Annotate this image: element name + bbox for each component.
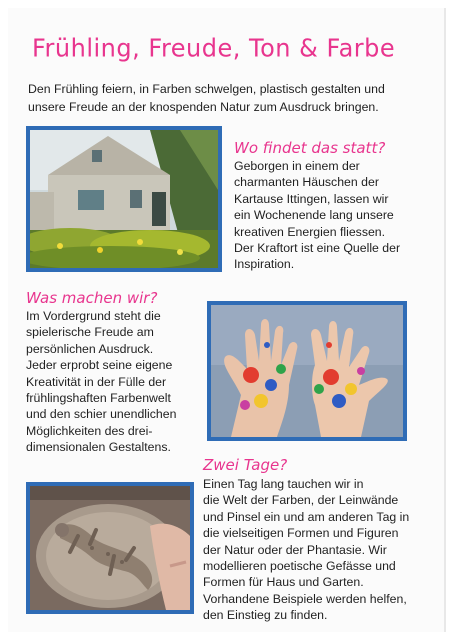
section-text-two-days: Einen Tag lang tauchen wir in die Welt der Farben, der Leinwände und Pinsel ein und am anderen Tag in die vielseitigen Formen und Figuren der Natur oder der Phantasie. Wir modellieren poetische Gefässe und Formen für Haus und Garten. Vorhandene Beispiele werden helfen, den Einstieg zu finden. (203, 477, 410, 623)
section-heading-where: Wo findet das statt? (234, 139, 386, 157)
clay-lizard-photo (26, 482, 194, 614)
painted-hands-photo (207, 301, 407, 441)
section-heading-two-days: Zwei Tage? (203, 456, 288, 474)
section-text-what: Im Vordergrund steht die spielerische Freude am persönlichen Ausdruck. Jeder erprobt seine eigene Kreativität in der Fülle der frühlingshaften Farbenwelt und den schier unendlichen Möglichkeiten des drei- dimensionalen Gestaltens. (26, 309, 177, 455)
section-text-where: Geborgen in einem der charmanten Häuschen der Kartause Ittingen, lassen wir ein Wochenende lang unsere kreativen Energien fliessen. Der Kraftort ist eine Quelle der Inspiration. (234, 159, 401, 272)
section-heading-what: Was machen wir? (26, 289, 158, 307)
intro-paragraph: Den Frühling feiern, in Farben schwelgen, plastisch gestalten und unsere Freude an der knospenden Natur zum Ausdruck bringen. (28, 82, 385, 114)
house-photo (26, 126, 222, 272)
page-title: Frühling, Freude, Ton & Farbe (32, 33, 396, 63)
